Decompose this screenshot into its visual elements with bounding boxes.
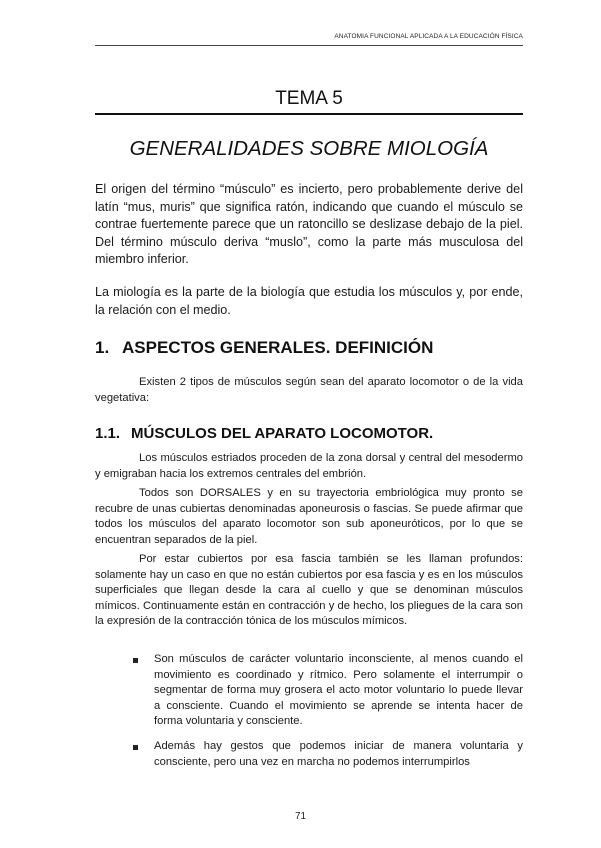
bullet-list-2 bbox=[133, 739, 523, 770]
section-1-1-paragraph-1: Los músculos estriados proceden de la zona dorsal y central del mesodermo y emigraban hacia los extremos centrales del embrión. bbox=[95, 452, 523, 480]
section-1-heading bbox=[95, 338, 433, 358]
page-number: 71 bbox=[294, 811, 307, 822]
bullet-text-1: Son músculos de carácter voluntario inconsciente, al menos cuando el movimiento es coordinado y rítmico. Pero solamente el interrumpir o segmentar de forma muy grosera el acto motor voluntario lo puede llevar a consciente. Cuando el movimiento se aprende se intenta hacer de forma voluntaria y consciente. bbox=[154, 653, 523, 727]
square-bullet-icon bbox=[133, 658, 138, 663]
list-item bbox=[133, 652, 523, 730]
chapter-label: TEMA 5 bbox=[275, 88, 343, 109]
chapter-divider bbox=[95, 113, 523, 115]
bullet-text-2: Además hay gestos que podemos iniciar de manera voluntaria y consciente, pero una vez en marcha no podemos interrumpirlos bbox=[154, 740, 523, 768]
section-1-1-number: 1.1. bbox=[95, 425, 121, 442]
section-1-1-heading bbox=[95, 425, 433, 442]
header-divider bbox=[95, 45, 523, 46]
chapter-title: GENERALIDADES SOBRE MIOLOGÍA bbox=[129, 137, 489, 160]
section-1-text: Existen 2 tipos de músculos según sean del aparato locomotor o de la vida vegetativa: bbox=[95, 376, 523, 404]
section-1-1-paragraph-2: Todos son DORSALES y en su trayectoria embriológica muy pronto se recubre de unas cubiertas denominadas aponeurosis o fascias. Se puede afirmar que todos los músculos del aparato locomotor son sub aponeuróticos, por lo que se encuentran separados de la piel. bbox=[95, 487, 523, 546]
section-1-1-paragraph-3: Por estar cubiertos por esa fascia también se les llaman profundos: solamente hay un caso en que no están cubiertos por esa fascia y es en los músculos superficiales que llegan desde la cara al cuello y que se denominan músculos mímicos. Continuamente están en contracción y de hecho, los pliegues de la cara son la expresión de la contracción tónica de los músculos mímicos. bbox=[95, 553, 523, 627]
section-1-number: 1. bbox=[95, 338, 110, 357]
list-item bbox=[133, 739, 523, 770]
intro-paragraph-2: La miología es la parte de la biología que estudia los músculos y, por ende, la relación con el medio. bbox=[95, 285, 523, 317]
bullet-list-1 bbox=[133, 652, 523, 730]
section-1-1-title: MÚSCULOS DEL APARATO LOCOMOTOR. bbox=[131, 425, 434, 442]
intro-paragraph-1: El origen del término “músculo” es incierto, pero probablemente derive del latín “mus, muris” que significa ratón, indicando que cuando el músculo se contrae fuertemente parece que un ratoncillo se deslizase debajo de la piel. Del término músculo deriva “muslo”, como la parte más musculosa del miembro inferior. bbox=[95, 182, 523, 266]
square-bullet-icon bbox=[133, 745, 138, 750]
section-1-title: ASPECTOS GENERALES. DEFINICIÓN bbox=[122, 338, 434, 357]
running-title: ANATOMIA FUNCIONAL APLICADA A LA EDUCACIÓN FÍSICA bbox=[334, 33, 523, 40]
